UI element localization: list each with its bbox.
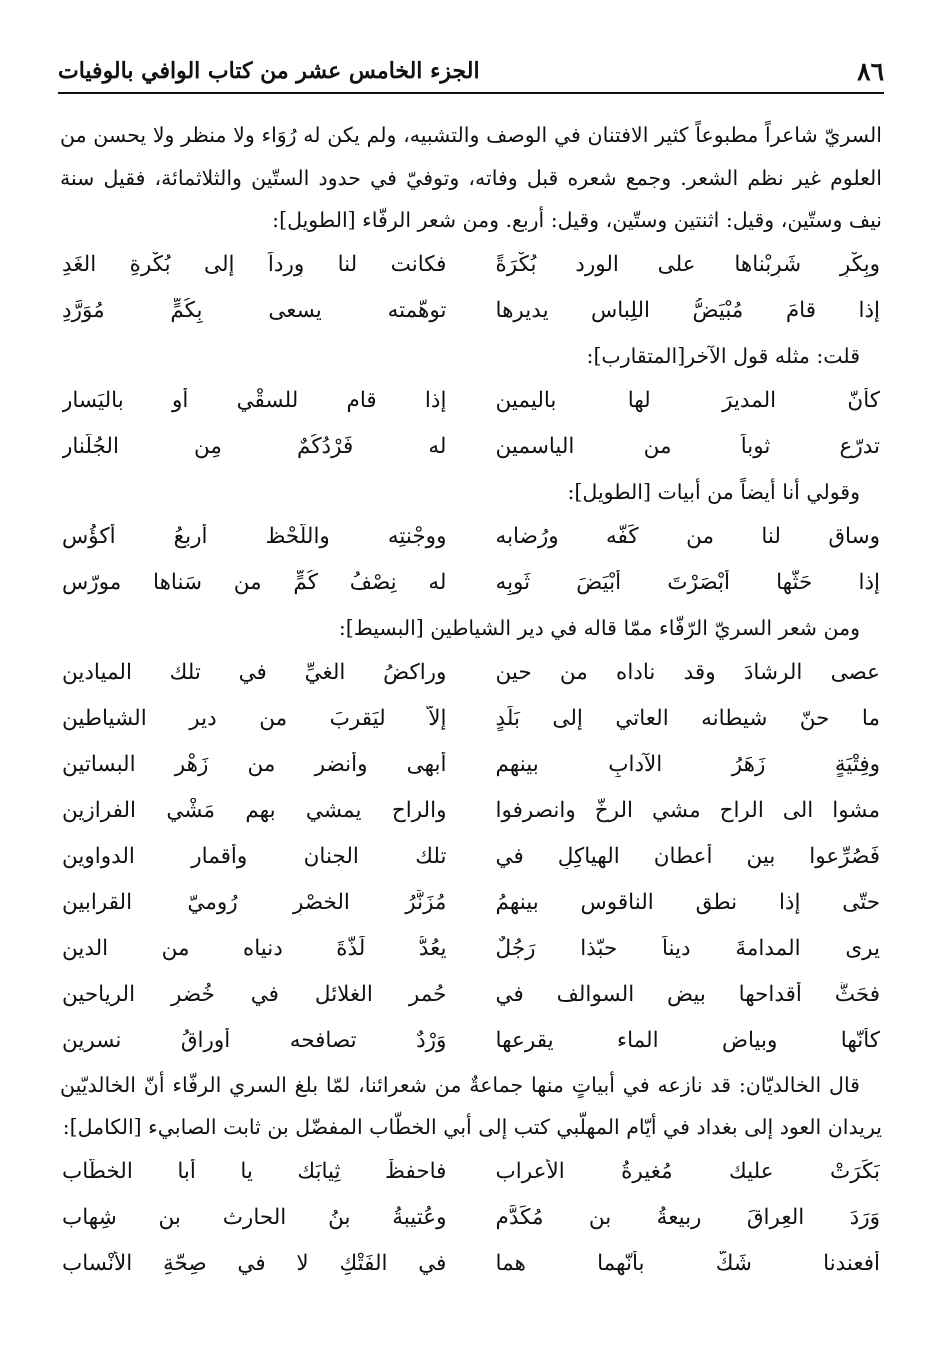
verse-right-hemistich: وفِتْيَةٍ زَهَرُ الآدابِ بينهم: [495, 752, 880, 777]
page-number: ٨٦: [857, 56, 884, 86]
verse-right-hemistich: بَكَرَتْ عليك مُغيرةُ الأعراب: [495, 1159, 880, 1184]
verse-right-hemistich: وبِكْرٍ شَرِبْناها على الورد بُكْرَةً: [495, 252, 880, 277]
verse-left-hemistich: توهّمته يسعى بِكُمٍّ مُوَرَّدِ: [62, 298, 447, 323]
verse-line: [60, 1241, 882, 1287]
verse-right-hemistich: كأنّ المديرَ لها باليمين: [495, 388, 880, 413]
verse-left-hemistich: إذا قام للسقْيِ أو باليَسار: [62, 388, 447, 413]
verse-left-hemistich: والراح يمشي بهم مَشْي الفرازينِ: [62, 798, 447, 823]
verse-right-hemistich: ما حنّ شيطانه العاتي إلى بَلَدٍ: [495, 706, 880, 731]
verse-right-hemistich: إذا حَثّها أبْصَرْتَ أبْيَضَ ثَوبِه: [495, 570, 880, 595]
verse-right-hemistich: حتّى إذا نطق الناقوس بينهمُ: [495, 890, 880, 915]
verse-right-hemistich: مشوا الى الراح مشي الرخّ وانصرفوا: [495, 798, 880, 823]
verse-left-hemistich: وعُتيبةُ بنُ الحارث بن شِهاب: [62, 1205, 447, 1230]
verse-line: [60, 926, 882, 972]
verse-line: [60, 696, 882, 742]
verse-right-hemistich: عصى الرشادَ وقد ناداه من حينِ: [495, 660, 880, 685]
verse-left-hemistich: ووجْنتِه واللّحْظ أربعُ أكؤُسِ: [62, 524, 447, 549]
verse-line: [60, 378, 882, 424]
verse-line: [60, 424, 882, 470]
page-body: [60, 110, 882, 1287]
verse-left-hemistich: في الفَتْكِ لا في صِحّةِ الأنْساب: [62, 1251, 447, 1276]
verse-right-hemistich: وَرَدَ العِراقَ ربيعةُ بن مُكَدَّمٍ: [495, 1205, 880, 1230]
verse-line: [60, 788, 882, 834]
verse-line: [60, 834, 882, 880]
poem-3: [60, 514, 882, 606]
verse-right-hemistich: كأنّها وبياض الماء يقرعها: [495, 1028, 880, 1053]
verse-line: [60, 650, 882, 696]
poem-2: [60, 378, 882, 470]
verse-left-hemistich: مُزَنَّرُ الخصْرِ رُوميّ القرابينِ: [62, 890, 447, 915]
verse-line: [60, 288, 882, 334]
poem-4: [60, 650, 882, 1064]
verse-right-hemistich: تدرّع ثوباً من الياسمين: [495, 434, 880, 459]
poem-1: [60, 242, 882, 334]
verse-left-hemistich: فكانت لنا وِرداً إلى بُكْرةِ الغَدِ: [62, 252, 447, 277]
verse-line: [60, 972, 882, 1018]
khalidiyan-paragraph: قال الخالديّان: قد نازعه في أبياتٍ منها جماعةٌ من شعرائنا، لمّا بلغ السري الرفّاء أنّ الخالديّين يريدان العود إلى بغداد في أيّام المهلّبي كتب إلى أبي الخطّاب المفضّل بن ثابت الصابيء [الكامل]:: [60, 1072, 882, 1139]
note-line: قلت: مثله قول الآخر[المتقارب]:: [586, 343, 860, 368]
note-line: وقولي أنا أيضاً من أبيات [الطويل]:: [567, 479, 860, 504]
intro-paragraph: السريّ شاعراً مطبوعاً كثير الافتنان في الوصف والتشبيه، ولم يكن له رُوَاء ولا منظر ولا يحسن من العلوم غير نظم الشعر. وجمع شعره قبل وفاته، وتوفيّ في حدود الستّين والثلاثمائة، فقيل سنة نيف وستّين، وقيل: اثنتين وستّين، وقيل: أربع. ومن شعر الرفّاء [الطويل]:: [60, 123, 882, 232]
verse-right-hemistich: فَصُرِّعوا بين أعطان الهياكِلِ في: [495, 844, 880, 869]
verse-left-hemistich: حُمر الغلائل في خُضرِ الرياحينِ: [62, 982, 447, 1007]
note-line: ومن شعر السريّ الرّفّاء ممّا قاله في دير الشياطين [البسيط]:: [338, 615, 860, 640]
verse-left-hemistich: تلك الجنان وأقمار الدواوينِ: [62, 844, 447, 869]
verse-left-hemistich: له نِصْفُ كُمٍّ من سَناها مورّسِ: [62, 570, 447, 595]
verse-line: [60, 242, 882, 288]
verse-right-hemistich: وساقٍ لنا من كَفّه ورُضابه: [495, 524, 880, 549]
verse-line: [60, 514, 882, 560]
verse-left-hemistich: فاحفظْ ثِيابَك يا أبا الخطّاب: [62, 1159, 447, 1184]
verse-line: [60, 880, 882, 926]
verse-right-hemistich: فحَثَّ أقداحها بيض السوالف في: [495, 982, 880, 1007]
verse-line: [60, 1149, 882, 1195]
verse-left-hemistich: له فَرْدُكُمٌ مِن الجُلَّنار: [62, 434, 447, 459]
verse-line: [60, 1018, 882, 1064]
verse-left-hemistich: وراكضُ الغيِّ في تلك الميادينِ: [62, 660, 447, 685]
page-header: [58, 50, 884, 94]
verse-left-hemistich: أبهى وأنضر من زَهْر البساتينِ: [62, 752, 447, 777]
poem-5: [60, 1149, 882, 1287]
verse-line: [60, 1195, 882, 1241]
verse-line: [60, 560, 882, 606]
verse-left-hemistich: إلاّ ليَقربَ من دير الشياطينِ: [62, 706, 447, 731]
running-title: الجزء الخامس عشر من كتاب الوافي بالوفيات: [58, 58, 480, 84]
verse-line: [60, 742, 882, 788]
verse-left-hemistich: وَرْدٌ تصافحه أوراقُ نسرينِ: [62, 1028, 447, 1053]
verse-right-hemistich: يرى المدامةَ ديناً حبّذا رَجُلٌ: [495, 936, 880, 961]
verse-right-hemistich: إذا قامَ مُبْيَضُّ اللِباس يديرها: [495, 298, 880, 323]
verse-right-hemistich: أفعندنا شَكٌّ بأنّهما هما: [495, 1251, 880, 1276]
verse-left-hemistich: يعُدُّ لَذّةَ دنياه من الدينِ: [62, 936, 447, 961]
